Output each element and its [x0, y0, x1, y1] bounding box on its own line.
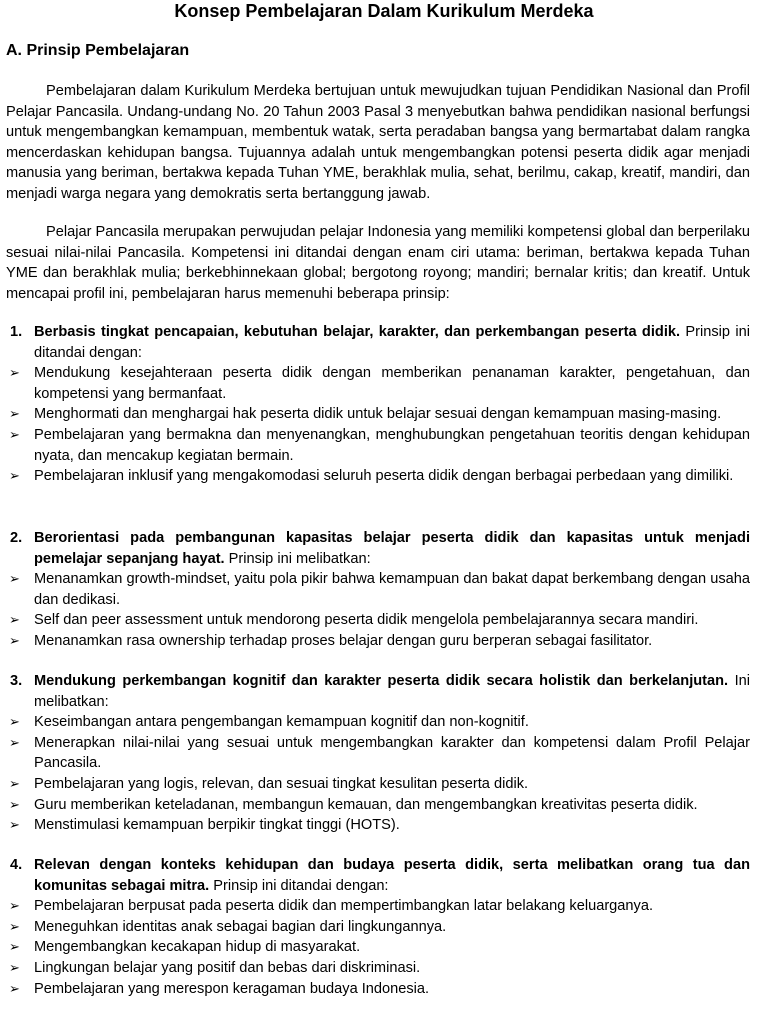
arrow-bullet-icon: ➢ — [9, 980, 20, 996]
principle-2 — [0, 528, 768, 652]
principle-4 — [0, 855, 768, 999]
bullet-item — [0, 795, 750, 816]
principle-number: 2. — [10, 530, 23, 546]
bullet-text: Menanamkan rasa ownership terhadap proses belajar dengan guru berperan sebagai fasilitator. — [34, 632, 653, 649]
bullet-item — [0, 466, 750, 487]
arrow-bullet-icon: ➢ — [9, 468, 20, 484]
principle-bullet-list — [0, 569, 768, 651]
arrow-bullet-icon: ➢ — [9, 632, 20, 648]
bullet-text: Menanamkan growth-mindset, yaitu pola pikir bahwa kemampuan dan bakat dapat berkembang dengan usaha dan dedikasi. — [34, 571, 750, 608]
principle-bullet-list — [0, 363, 768, 487]
paragraph-intro: Pembelajaran dalam Kurikulum Merdeka bertujuan untuk mewujudkan tujuan Pendidikan Nasional dan Profil Pelajar Pancasila. Undang-undang No. 20 Tahun 2003 Pasal 3 menyebutkan bahwa pendidikan nasional berfungsi untuk mengembangkan kemampuan, membentuk watak, serta peradaban bangsa yang bermartabat dalam rangka mencerdaskan kehidupan bangsa. Tujuannya adalah untuk mengembangkan potensi peserta didik agar menjadi manusia yang beriman, bertakwa kepada Tuhan YME, berakhlak mulia, sehat, berilmu, cakap, kreatif, mandiri, dan menjadi warga negara yang demokratis serta bertanggung jawab. — [6, 83, 750, 202]
section-heading: A. Prinsip Pembelajaran — [6, 42, 190, 59]
arrow-bullet-icon: ➢ — [9, 817, 20, 833]
document-title: Konsep Pembelajaran Dalam Kurikulum Merdeka — [174, 1, 594, 21]
bullet-text: Pembelajaran yang logis, relevan, dan sesuai tingkat kesulitan peserta didik. — [34, 775, 529, 792]
bullet-text: Menghormati dan menghargai hak peserta didik untuk belajar sesuai dengan kemampuan masing-masing. — [34, 406, 722, 423]
principle-bold-text: Berorientasi pada pembangunan kapasitas belajar peserta didik dan kapasitas untuk menjadi pemelajar sepanjang hayat. — [34, 530, 750, 567]
bullet-text: Menerapkan nilai-nilai yang sesuai untuk mengembangkan karakter dan kompetensi dalam Profil Pelajar Pancasila. — [34, 734, 750, 772]
principle-number: 3. — [10, 673, 23, 689]
principle-bold-text: Berbasis tingkat pencapaian, kebutuhan belajar, karakter, dan perkembangan peserta didik. — [34, 324, 681, 340]
bullet-item — [0, 815, 750, 836]
principle-text: Ini melibatkan: — [34, 673, 751, 710]
principle-heading — [0, 322, 750, 363]
principle-number: 1. — [10, 324, 23, 340]
arrow-bullet-icon: ➢ — [9, 365, 20, 381]
bullet-text: Pembelajaran berpusat pada peserta didik dan mempertimbangkan latar belakang keluarganya. — [34, 898, 654, 915]
bullet-item — [0, 917, 750, 938]
arrow-bullet-icon: ➢ — [9, 939, 20, 955]
bullet-item — [0, 733, 750, 774]
arrow-bullet-icon: ➢ — [9, 918, 20, 934]
bullet-text: Guru memberikan keteladanan, membangun kemauan, dan mengembangkan kreativitas peserta didik. — [34, 796, 698, 813]
bullet-item — [0, 712, 750, 733]
bullet-text: Mendukung kesejahteraan peserta didik dengan memberikan penanaman karakter, pengetahuan, dan kompetensi yang bermanfaat. — [34, 365, 750, 402]
bullet-text: Mengembangkan kecakapan hidup di masyarakat. — [34, 939, 361, 956]
bullet-text: Pembelajaran yang bermakna dan menyenangkan, menghubungkan pengetahuan teoritis dengan kehidupan nyata, dan mencakup kegiatan bermain. — [34, 426, 750, 464]
principle-bullet-list — [0, 712, 768, 836]
bullet-item — [0, 937, 750, 958]
bullet-text: Self dan peer assessment untuk mendorong peserta didik mengelola pembelajarannya secara mandiri. — [34, 612, 699, 629]
bullet-item — [0, 896, 750, 917]
principle-text: Prinsip ini ditandai dengan: — [34, 324, 750, 361]
bullet-item — [0, 425, 750, 466]
principle-bold-text: Relevan dengan konteks kehidupan dan budaya peserta didik, serta melibatkan orang tua dan komunitas sebagai mitra. — [34, 857, 750, 894]
principle-heading — [0, 855, 750, 896]
arrow-bullet-icon: ➢ — [9, 775, 20, 791]
bullet-text: Meneguhkan identitas anak sebagai bagian dari lingkungannya. — [34, 918, 447, 935]
arrow-bullet-icon: ➢ — [9, 898, 20, 914]
arrow-bullet-icon: ➢ — [9, 734, 20, 750]
bullet-text: Keseimbangan antara pengembangan kemampuan kognitif dan non-kognitif. — [34, 714, 529, 731]
principle-bullet-list — [0, 896, 768, 999]
bullet-text: Menstimulasi kemampuan berpikir tingkat tinggi (HOTS). — [34, 817, 400, 834]
principle-1 — [0, 322, 768, 487]
arrow-bullet-icon: ➢ — [9, 796, 20, 812]
bullet-item — [0, 774, 750, 795]
bullet-text: Pembelajaran yang merespon keragaman budaya Indonesia. — [34, 980, 430, 997]
bullet-item — [0, 610, 750, 631]
bullet-item — [0, 569, 750, 610]
principle-3 — [0, 671, 768, 836]
bullet-item — [0, 404, 750, 425]
bullet-item — [0, 958, 750, 979]
bullet-item — [0, 979, 750, 1000]
arrow-bullet-icon: ➢ — [9, 571, 20, 587]
principle-text: Prinsip ini melibatkan: — [224, 550, 371, 567]
arrow-bullet-icon: ➢ — [9, 406, 20, 422]
principle-bold-text: Mendukung perkembangan kognitif dan karakter peserta didik secara holistik dan berkelanjutan. — [34, 673, 729, 689]
principle-number: 4. — [10, 857, 23, 873]
bullet-item — [0, 363, 750, 404]
arrow-bullet-icon: ➢ — [9, 959, 20, 975]
bullet-text: Lingkungan belajar yang positif dan bebas dari diskriminasi. — [34, 959, 421, 976]
principle-heading — [0, 671, 750, 712]
bullet-item — [0, 631, 750, 652]
arrow-bullet-icon: ➢ — [9, 714, 20, 730]
arrow-bullet-icon: ➢ — [9, 612, 20, 628]
bullet-text: Pembelajaran inklusif yang mengakomodasi seluruh peserta didik dengan berbagai perbedaan yang dimiliki. — [34, 468, 734, 485]
paragraph-pancasila: Pelajar Pancasila merupakan perwujudan pelajar Indonesia yang memiliki kompetensi global dan berperilaku sesuai nilai-nilai Pancasila. Kompetensi ini ditandai dengan enam ciri utama: beriman, bertakwa kepada Tuhan YME dan berakhlak mulia; berkebhinnekaan global; bergotong royong; mandiri; bernalar kritis; dan kreatif. Untuk mencapai profil ini, pembelajaran harus memenuhi beberapa prinsip: — [6, 224, 750, 302]
principle-heading — [0, 528, 750, 569]
arrow-bullet-icon: ➢ — [9, 426, 20, 442]
principle-text: Prinsip ini ditandai dengan: — [209, 877, 389, 894]
